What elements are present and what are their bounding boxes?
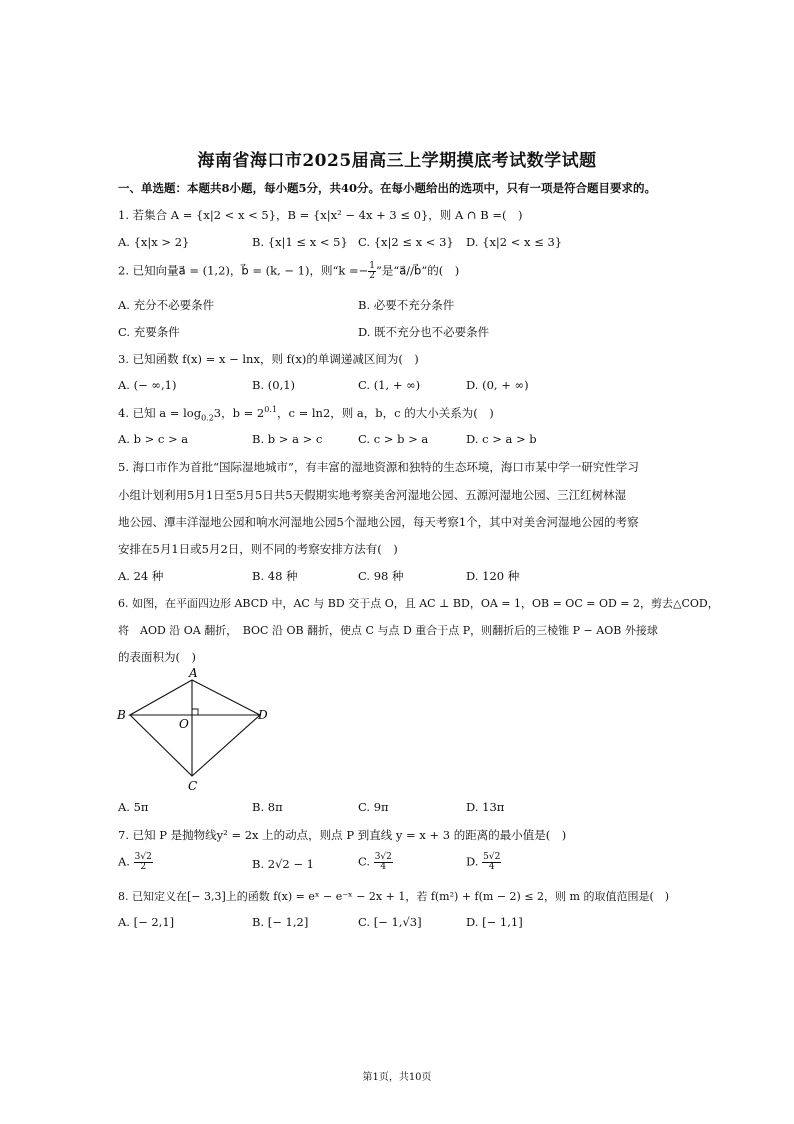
q4-stem-part-c: ，c = ln2，则 a，b，c 的大小关系为( ) [276,406,494,420]
q7-a-denominator: 2 [140,862,147,872]
q6-option-d: D. 13π [466,800,505,814]
q7-d-numerator: 5√2 [483,852,501,862]
q8-option-d: D. [− 1,1] [466,915,523,929]
q5-option-b: B. 48 种 [252,569,298,583]
q2-stem-part-b: ”是“a⃗//b⃗”的( ) [376,263,460,278]
question-6-line-2: 将 AOD 沿 OA 翻折， BOC 沿 OB 翻折，使点 C 与点 D 重合于点 P，则翻折后的三棱锥 P − AOB 外接球 [118,624,658,637]
q2-frac-denominator: 2 [369,271,375,281]
q5-option-a: A. 24 种 [118,569,164,583]
triangle-abd [130,680,260,715]
question-5-line-3: 地公园、潭丰洋湿地公园和响水河湿地公园5个湿地公园，每天考察1个，其中对美舍河湿地公园的考察 [118,515,639,529]
q4-stem-part-a: 4. 已知 a = log [118,406,202,420]
label-a: A [189,666,198,680]
q4-option-a: A. b > c > a [118,432,189,446]
q7-c-numerator: 3√2 [374,852,392,862]
section-heading: 一、单选题：本题共8小题，每小题5分，共40分。在每小题给出的选项中，只有一项是符合题目要求的。 [118,181,657,195]
q7-c-denominator: 4 [380,862,387,872]
q2-fraction [368,262,376,281]
q4-stem-part-b: 3，b = 2 [213,406,265,420]
question-6-line-1: 6. 如图，在平面四边形 ABCD 中，AC 与 BD 交于点 O，且 AC ⊥ BD，OA = 1，OB = OC = OD = 2，剪去△COD， [118,597,719,610]
question-8-stem: 8. 已知定义在[− 3,3]上的函数 f(x) = eˣ − e⁻ˣ − 2x + 1，若 f(m²) + f(m − 2) ≤ 2，则 m 的取值范围是( ) [118,890,670,903]
q7-option-a-prefix: A. [118,854,134,869]
page-title: 海南省海口市2025届高三上学期摸底考试数学试题 [197,151,597,171]
right-angle-mark [192,709,198,715]
q6-option-a: A. 5π [118,800,149,814]
question-5-line-2: 小组计划利用5月1日至5月5日共5天假期实地考察美舍河湿地公园、五源河湿地公园、三江红树林湿 [118,488,627,502]
q3-option-a: A. (− ∞,1) [118,378,177,392]
label-c: C [188,779,198,793]
question-5-line-4: 安排在5月1日或5月2日，则不同的考察安排方法有( ) [118,542,398,556]
q2-option-a: A. 充分不必要条件 [118,298,215,312]
q4-option-c: C. c > b > a [358,432,429,446]
q7-a-numerator: 3√2 [134,852,152,862]
question-7-stem: 7. 已知 P 是抛物线y² = 2x 上的动点，则点 P 到直线 y = x + 3 的距离的最小值是( ) [118,828,567,842]
q6-option-b: B. 8π [252,800,283,814]
q4-exponent: 0.1 [264,405,277,415]
q2-option-d: D. 既不充分也不必要条件 [358,325,490,339]
q8-option-c: C. [− 1,√3] [358,915,422,929]
q7-option-d-prefix: D. [466,854,483,869]
q3-option-d: D. (0, + ∞) [466,378,529,392]
q7-option-c-prefix: C. [358,854,374,869]
q2-option-b: B. 必要不充分条件 [358,298,455,312]
question-3-stem: 3. 已知函数 f(x) = x − lnx，则 f(x)的单调递减区间为( ) [118,352,419,366]
q1-option-b: B. {x|1 ≤ x < 5} [252,235,348,249]
q3-option-c: C. (1, + ∞) [358,378,421,392]
q8-option-b: B. [− 1,2] [252,915,309,929]
question-1-stem: 1. 若集合 A = {x|2 < x < 5}，B = {x|x² − 4x + 3 ≤ 0}，则 A ∩ B =( ) [118,208,523,222]
question-2-stem [118,262,459,281]
label-o: O [179,717,189,731]
page-footer: 第1页，共10页 [362,1072,432,1083]
q7-option-a-fraction [134,853,153,872]
q8-option-a: A. [− 2,1] [118,915,175,929]
question-5-line-1: 5. 海口市作为首批“国际湿地城市”，有丰富的湿地资源和独特的生态环境，海口市某中学一研究性学习 [118,460,639,474]
q4-option-d: D. c > a > b [466,432,537,446]
q7-d-denominator: 4 [488,862,495,872]
q2-frac-numerator: 1 [369,261,375,271]
question-4-stem [118,405,494,422]
q7-option-b: B. 2√2 − 1 [252,857,314,871]
q4-option-b: B. b > a > c [252,432,323,446]
q7-option-c [358,853,393,872]
q7-option-d [466,853,501,872]
q7-option-d-fraction [482,853,501,872]
q7-option-a [118,853,153,872]
q5-option-d: D. 120 种 [466,569,520,583]
quadrilateral-figure [112,666,282,796]
q1-option-d: D. {x|2 < x ≤ 3} [466,235,563,249]
q1-option-c: C. {x|2 ≤ x < 3} [358,235,454,249]
question-6-line-3: 的表面积为( ) [118,650,196,664]
label-b: B [117,708,126,722]
q4-log-base: 0.2 [201,413,214,423]
triangle-bcd [130,715,260,776]
q2-option-c: C. 充要条件 [118,325,180,339]
q7-option-c-fraction [374,853,393,872]
label-d: D [258,708,268,722]
q3-option-b: B. (0,1) [252,378,296,392]
q2-stem-part-a: 2. 已知向量a⃗ = (1,2)，b⃗ = (k, − 1)，则“k =− [118,263,369,278]
q5-option-c: C. 98 种 [358,569,404,583]
q1-option-a: A. {x|x > 2} [118,235,190,249]
q6-option-c: C. 9π [358,800,389,814]
